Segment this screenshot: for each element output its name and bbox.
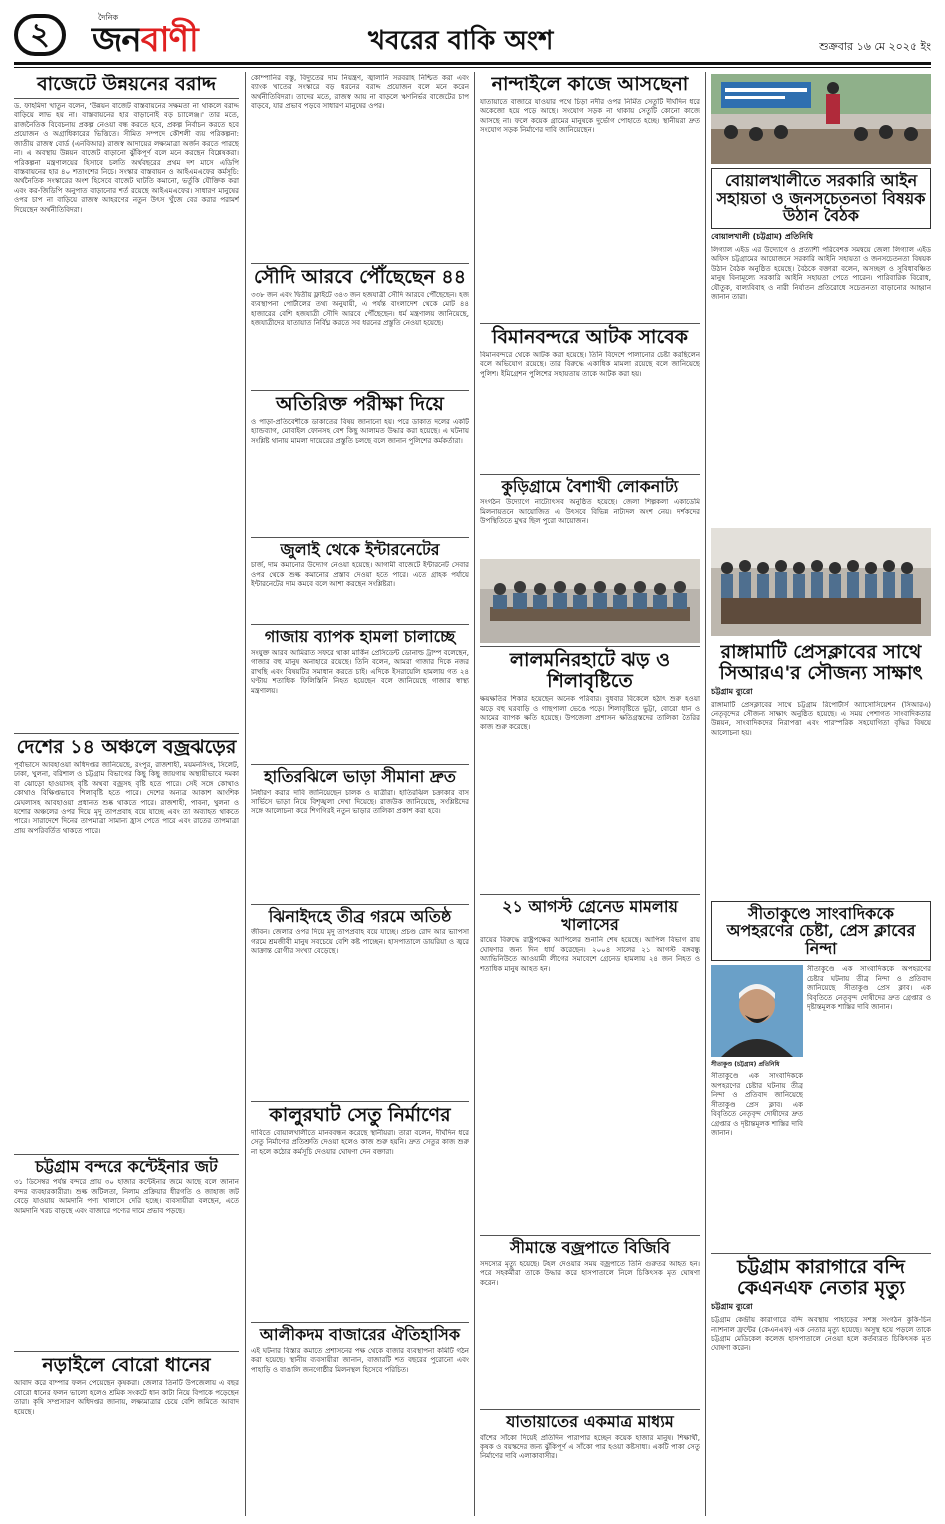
- divider: [251, 263, 469, 264]
- headline[interactable]: গাজায় ব্যাপক হামলা চালাচ্ছে: [264, 627, 456, 647]
- headline[interactable]: জুলাই থেকে ইন্টারনেটের: [280, 539, 440, 559]
- portrait-image: [711, 965, 803, 1057]
- divider: [14, 1154, 239, 1155]
- article-body: আবাদ করে বাম্পার ফলন পেয়েছেন কৃষকরা। জেলার তিনটি উপজেলায় এ বছর বোরো ধানের ফলন ভালো হলেও শ্রমিক সংকটে ধান কাটা নিয়ে বিপাকে পড়েছেন তারা। কৃষি সম্প্রসারণ অধিদপ্তর জানায়, লক্ষ্যমাত্রার চেয়ে বেশি জমিতে আবাদ হয়েছে।: [14, 1379, 239, 1416]
- logo-part-red: বাণী: [140, 20, 198, 60]
- divider: [480, 646, 700, 647]
- headline[interactable]: সীতাকুণ্ডে সাংবাদিককে অপহরণের চেষ্টা, প্রেস ক্লাবের নিন্দা: [726, 903, 916, 958]
- headline[interactable]: সৌদি আরবে পৌঁছেছেন ৪৪: [253, 266, 467, 288]
- headline[interactable]: নান্দাইলে কাজে আসছেনা: [491, 74, 689, 95]
- article-body: রায়ের বিরুদ্ধে রাষ্ট্রপক্ষের আপিলের শুনানি শেষ হয়েছে। আপিল বিভাগ রায় ঘোষণার জন্য দিন ধার্য করেছেন। ২০০৪ সালের ২১ আগস্ট বঙ্গবন্ধু অ্যাভিনিউতে আওয়ামী লীগের সমাবেশে গ্রেনেড হামলায় ২৪ জন নিহত ও শতাধিক মানুষ আহত হন।: [480, 936, 700, 973]
- article-body: কোম্পানির বস্তু, বিদ্যুতের দাম নিয়ন্ত্রণ, জ্বালানি সরবরাহ নিশ্চিত করা এবং ব্যাংক খাতের সংস্কারে বড় ধরনের বরাদ্দ প্রয়োজন বলে মনে করেন অর্থনীতিবিদরা। তাদের মতে, রাজস্ব আয় না বাড়লে ঋণনির্ভর বাজেটের চাপ বাড়বে, যার প্রভাব পড়বে সাধারণ মানুষের ওপর।: [251, 74, 469, 111]
- section-title: খবরের বাকি অংশ: [368, 26, 554, 56]
- headline[interactable]: সীমান্তে বজ্রপাতে বিজিবি: [509, 1238, 670, 1258]
- headline[interactable]: নড়াইলে বোরো ধানের: [42, 1354, 211, 1377]
- headline[interactable]: অতিরিক্ত পরীক্ষা দিয়ে: [276, 392, 444, 415]
- article-body: ড. ফাহমিদা খাতুন বলেন, 'উন্নয়ন বাজেট বাস্তবায়নের সক্ষমতা না থাকলে বরাদ্দ বাড়িয়ে লাভ হয় না। বাস্তবায়নের হার বাড়ানোই বড় চ্যালেঞ্জ।' তার মতে, রাজনৈতিক বিবেচনায় প্রকল্প নেওয়া বন্ধ করতে হবে, প্রকল্প নির্বাচন করতে হবে প্রয়োজন ও অগ্রাধিকারের ভিত্তিতে। সীমিত সম্পদে কৌশলী ব্যয় পরিকল্পনা: জাতীয় রাজস্ব বোর্ড (এনবিআর) রাজস্ব আদায়ের লক্ষ্যমাত্রা অর্জন করতে পারছে না। এ অবস্থায় উন্নয়ন বাজেট বাড়ানো ঝুঁকিপূর্ণ বলে মনে করছেন বিশ্লেষকরা। পরিকল্পনা মন্ত্রণালয়ের হিসাবে চলতি অর্থবছরের প্রথম দশ মাসে এডিপি বাস্তবায়নের হার ৪০ শতাংশের নিচে। সংস্কার বাস্তবায়ন ও আইএমএফের কর্মসূচি: অর্থনৈতিক সংস্কারের অংশ হিসেবে বাজেট ঘাটতি কমানো, ভর্তুকি যৌক্তিক করা এবং কর-জিডিপি অনুপাত বাড়ানোর শর্ত রয়েছে আইএমএফের। সাধারণ মানুষের ওপর চাপ না বাড়িয়ে রাজস্ব আহরণের নতুন উৎস খুঁজে বের করার পরামর্শ দিয়েছেন অর্থনীতিবিদরা।: [14, 101, 239, 214]
- article-body: রাঙ্গামাটি প্রেসক্লাবের সাথে চট্টগ্রাম রিপোর্টার্স অ্যাসোসিয়েশন (সিআরএ) নেতৃবৃন্দের সৌজন্য সাক্ষাৎ অনুষ্ঠিত হয়েছে। এ সময় পেশাগত সাংবাদিকতার উন্নয়ন, সাংবাদিকদের নিরাপত্তা এবং পারস্পরিক সহযোগিতা বৃদ্ধির বিষয়ে আলোচনা হয়।: [711, 700, 931, 737]
- article-body: সংযুক্ত আরব আমিরাত সফরে থাকা মার্কিন প্রেসিডেন্ট ডোনাল্ড ট্রাম্প বলেছেন, গাজার বহু মানুষ অনাহারে রয়েছে। তিনি বলেন, আমরা গাজার দিকে নজর রাখছি এবং বিষয়টির সমাধান করতে চাই। এদিকে ইসরায়েলি হামলায় গত ২৪ ঘণ্টায় শতাধিক ফিলিস্তিনি নিহত হয়েছেন বলে জানিয়েছে গাজার স্বাস্থ্য মন্ত্রণালয়।: [251, 648, 469, 695]
- column-divider: [474, 72, 475, 1516]
- news-photo: [480, 559, 700, 643]
- article-with-portrait: [711, 965, 931, 1250]
- article-body: বাঁশের সাঁকো দিয়েই প্রতিদিন পারাপার হচ্ছেন কয়েক হাজার মানুষ। শিক্ষার্থী, কৃষক ও বয়স্কদের জন্য ঝুঁকিপূর্ণ এ সাঁকো পার হওয়া কষ্টসাধ্য। একটি পাকা সেতু নির্মাণের দাবি এলাকাবাসীর।: [480, 1433, 700, 1461]
- divider: [480, 474, 700, 475]
- divider: [251, 1101, 469, 1102]
- article-body-continued: সীতাকুণ্ডে এক সাংবাদিককে অপহরণের চেষ্টার ঘটনায় তীব্র নিন্দা ও প্রতিবাদ জানিয়েছে সীতাকুণ্ড প্রেস ক্লাব। এক বিবৃতিতে নেতৃবৃন্দ দোষীদের দ্রুত গ্রেপ্তার ও দৃষ্টান্তমূলক শাস্তির দাবি জানান।: [807, 965, 931, 1012]
- header-rule-thin: [14, 67, 931, 68]
- headline[interactable]: যাতায়াতের একমাত্র মাধ্যম: [506, 1411, 674, 1431]
- divider: [480, 1235, 700, 1236]
- headline-box: [711, 901, 931, 962]
- headline-box: [711, 168, 931, 229]
- article-body: পূর্বাভাসে আবহাওয়া অধিদপ্তর জানিয়েছে, রংপুর, রাজশাহী, ময়মনসিংহ, সিলেট, ঢাকা, খুলনা, বরিশাল ও চট্টগ্রাম বিভাগের কিছু কিছু জায়গায় অস্থায়ীভাবে দমকা বা ঝোড়ো হাওয়াসহ বৃষ্টি অথবা বজ্রসহ বৃষ্টি হতে পারে। সেই সঙ্গে কোথাও কোথাও বিক্ষিপ্তভাবে শিলাবৃষ্টি হতে পারে। দেশের অন্যত্র আকাশ আংশিক মেঘলাসহ আবহাওয়া প্রধানত শুষ্ক থাকতে পারে। রাজশাহী, পাবনা, খুলনা ও যশোর অঞ্চলের ওপর দিয়ে মৃদু তাপপ্রবাহ বয়ে যাচ্ছে এবং তা অব্যাহত থাকতে পারে। সারাদেশে দিনের তাপমাত্রা সামান্য হ্রাস পেতে পারে এবং রাতের তাপমাত্রা প্রায় অপরিবর্তিত থাকতে পারে।: [14, 760, 239, 835]
- header-rule: [14, 62, 931, 65]
- headline[interactable]: রাঙ্গামাটি প্রেসক্লাবের সাথে সিআরএ'র সৌজন্য সাক্ষাৎ: [719, 640, 923, 684]
- article-body: চার্জ, দাম কমানোর উদ্যোগ নেওয়া হয়েছে। আগামী বাজেটে ইন্টারনেট সেবার ওপর থেকে শুল্ক কমানোর প্রস্তাব দেওয়া হতে পারে। এতে গ্রাহক পর্যায়ে ইন্টারনেটের দাম কমবে বলে আশা করছেন সংশ্লিষ্টরা।: [251, 561, 469, 589]
- article-body: ক্ষয়ক্ষতির শিকার হয়েছেন অনেক পরিবার। বুধবার বিকেলে হঠাৎ শুরু হওয়া ঝড়ে বহু ঘরবাড়ি ও গাছপালা ভেঙে পড়ে। শিলাবৃষ্টিতে ভুট্টা, বোরো ধান ও আমের ব্যাপক ক্ষতি হয়েছে। উপজেলা প্রশাসন ক্ষতিগ্রস্তদের তালিকা তৈরির কাজ শুরু করেছে।: [480, 695, 700, 732]
- headline[interactable]: আলীকদম বাজারের ঐতিহাসিক: [259, 1325, 461, 1345]
- divider: [480, 323, 700, 324]
- column-divider: [245, 72, 246, 1516]
- meeting-photo-image: [711, 528, 931, 636]
- divider: [251, 537, 469, 538]
- headline[interactable]: ২১ আগস্ট গ্রেনেড মামলায় খালাসের: [502, 897, 678, 934]
- article-body: এই ঘটনার বিস্তার কমাতে প্রশাসনের পক্ষ থেকে বাজার ব্যবস্থাপনা কমিটি গঠন করা হয়েছে। স্থানীয় ব্যবসায়ীরা জানান, বাজারটি শত বছরের পুরোনো এবং পাহাড়ি ও বাঙালি জনগোষ্ঠীর মিলনস্থল হিসেবে পরিচিত।: [251, 1346, 469, 1374]
- portrait-photo: [711, 965, 803, 1057]
- article-body: ও পাড়া-প্রতিবেশীকে ডাকাতের বিষয় জানানো হয়। পরে ডাকাত দলের একটি হ্যান্ডব্যাগ, মোবাইল ফোনসহ বেশ কিছু আলামত উদ্ধার করা হয়েছে। এ ঘটনায় সংশ্লিষ্ট থানায় মামলা দায়েরের প্রস্তুতি চলছে বলে জানান পুলিশের কর্মকর্তারা।: [251, 417, 469, 445]
- column-4: [711, 74, 931, 1518]
- page-number: ২: [14, 14, 66, 56]
- headline[interactable]: দেশের ১৪ অঞ্চলে বজ্রঝড়ের: [16, 735, 237, 758]
- column-divider: [705, 72, 706, 1516]
- byline: বোয়ালখালী (চট্টগ্রাম) প্রতিনিধি: [711, 231, 813, 241]
- news-photo: [711, 74, 931, 164]
- headline[interactable]: কুড়িগ্রামে বৈশাখী লোকনাট্য: [501, 476, 679, 496]
- divider: [251, 624, 469, 625]
- portrait-block: [711, 965, 803, 1250]
- news-photo: [711, 528, 931, 636]
- article-body: ৩৩৮ জন এবং দ্বিতীয় ফ্লাইটে ৩৪৩ জন হজযাত্রী সৌদি আরবে পৌঁছেছেন। হজ ব্যবস্থাপনা পোর্টালের তথ্য অনুযায়ী, এ পর্যন্ত বাংলাদেশ থেকে মোট ৪৪ হাজারের বেশি হজযাত্রী সৌদি আরবে পৌঁছেছেন। ধর্ম মন্ত্রণালয় জানিয়েছে, হজযাত্রীদের যাতায়াত নির্বিঘ্ন করতে সব ধরনের প্রস্তুতি নেওয়া হয়েছে।: [251, 290, 469, 328]
- divider: [251, 1322, 469, 1323]
- divider: [711, 1253, 931, 1254]
- article-body: ৩১ ডিসেম্বর পর্যন্ত বন্দরে প্রায় ৩০ হাজার কন্টেইনার জমে আছে বলে জানান বন্দর ব্যবহারকারীরা। শুল্ক জটিলতা, নিলাম প্রক্রিয়ার ধীরগতি ও জাহাজ জট বেড়ে যাওয়ায় আমদানি পণ্য খালাসে দেরি হচ্ছে। ব্যবসায়ীরা বলছেন, এতে আমদানি খরচ বাড়ছে এবং বাজারে পণ্যের দামে প্রভাব পড়ছে।: [14, 1178, 239, 1215]
- article-body: বিমানবন্দরে থেকে আটক করা হয়েছে। তিনি বিদেশে পালানোর চেষ্টা করছিলেন বলে অভিযোগ রয়েছে। তার বিরুদ্ধে একাধিক মামলা রয়েছে বলে জানিয়েছে পুলিশ। ইমিগ্রেশন পুলিশের সহায়তায় তাকে আটক করা হয়।: [480, 350, 700, 378]
- headline[interactable]: কালুরঘাট সেতু নির্মাণের: [269, 1104, 451, 1127]
- logo-part-black: জন: [92, 20, 141, 60]
- photo-caption: সীতাকুণ্ড (চট্টগ্রাম) প্রতিনিধি: [711, 1061, 780, 1069]
- article-body: সংগঠন উদ্যোগে নাট্যোৎসব অনুষ্ঠিত হয়েছে। জেলা শিল্পকলা একাডেমি মিলনায়তনে আয়োজিত এ উৎসবে বিভিন্ন নাট্যদল অংশ নেয়। দর্শকদের উপস্থিতিতে মুখর ছিল পুরো আয়োজন।: [480, 498, 700, 526]
- divider: [251, 904, 469, 905]
- article-body: সদস্যের মৃত্যু হয়েছে। টহল দেওয়ার সময় বজ্রপাতে তিনি গুরুতর আহত হন। পরে সহকর্মীরা তাকে উদ্ধার করে হাসপাতালে নিলে চিকিৎসক মৃত ঘোষণা করেন।: [480, 1259, 700, 1287]
- divider: [480, 894, 700, 895]
- divider: [14, 733, 239, 734]
- article-body: নির্ধারণ করার দাবি জানিয়েছেন চালক ও যাত্রীরা। হাতিরঝিল চক্রাকার বাস সার্ভিসে ভাড়া নিয়ে বিশৃঙ্খলা দেখা দিয়েছে। রাজউক জানিয়েছে, সংশ্লিষ্টদের সঙ্গে আলোচনা করে শিগগিরই নতুন ভাড়ার তালিকা প্রকাশ করা হবে।: [251, 788, 469, 816]
- divider: [14, 98, 239, 99]
- masthead-small-label: দৈনিক: [98, 13, 119, 22]
- article-body: যাতায়াতে বাজারে যাওয়ার পথে চিড়া নদীর ওপর নির্মিত সেতুটি দীর্ঘদিন ধরে অকেজো হয়ে পড়ে আছে। সংযোগ সড়ক না থাকায় সেতুটি কোনো কাজে আসছে না। ফলে কয়েক গ্রামের মানুষকে দুর্ভোগ পোহাতে হচ্ছে। স্থানীয়রা দ্রুত সংযোগ সড়ক নির্মাণের দাবি জানিয়েছেন।: [480, 97, 700, 135]
- masthead-header: [0, 0, 945, 62]
- article-body: লিগ্যাল এইড এর উদ্যোগে ও প্রত্যাশী পরিবেশক সমন্বয়ে জেলা লিগ্যাল এইড অফিস চট্টগ্রামের আয়োজনে সরকারি আইনি সহায়তা ও জনসচেতনতা বিষয়ক উঠান বৈঠক অনুষ্ঠিত হয়েছে। বৈঠকে বক্তারা বলেন, অসচ্ছল ও সুবিধাবঞ্চিত মানুষ বিনামূল্যে সরকারি আইনি সহায়তা পেতে পারেন। পারিবারিক বিরোধ, যৌতুক, বাল্যবিবাহ ও নারী নির্যাতন প্রতিরোধে সচেতনতা বাড়ানোর আহ্বান জানান তারা।: [711, 245, 931, 301]
- headline[interactable]: হাতিরঝিলে ভাড়া সীমানা দ্রুত: [264, 766, 456, 786]
- article-body: জীবন। জেলার ওপর দিয়ে মৃদু তাপপ্রবাহ বয়ে যাচ্ছে। প্রচণ্ড রোদ আর ভ্যাপসা গরমে শ্রমজীবী মানুষ সবচেয়ে বেশি কষ্ট পাচ্ছেন। হাসপাতালে ডায়রিয়া ও জ্বরে আক্রান্ত রোগীর সংখ্যা বেড়েছে।: [251, 928, 469, 956]
- event-photo-image: [711, 74, 931, 164]
- article-body: সীতাকুণ্ডে এক সাংবাদিককে অপহরণের চেষ্টার ঘটনায় তীব্র নিন্দা ও প্রতিবাদ জানিয়েছে সীতাকুণ্ড প্রেস ক্লাব। এক বিবৃতিতে নেতৃবৃন্দ দোষীদের দ্রুত গ্রেপ্তার ও দৃষ্টান্তমূলক শাস্তির দাবি জানান।: [711, 1072, 803, 1137]
- headline[interactable]: লালমনিরহাটে ঝড় ও শিলাবৃষ্টিতে: [509, 649, 671, 693]
- column-1: [14, 74, 239, 1518]
- divider: [14, 1351, 239, 1352]
- headline[interactable]: চট্টগ্রাম বন্দরে কন্টেইনার জট: [35, 1156, 218, 1176]
- byline: চট্টগ্রাম ব্যুরো: [711, 1302, 753, 1312]
- headline[interactable]: চট্টগ্রাম কারাগারে বন্দি কেএনএফ নেতার মৃত্যু: [737, 1256, 905, 1300]
- headline[interactable]: বাজেটে উন্নয়নের বরাদ্দ: [37, 74, 216, 95]
- divider: [480, 1409, 700, 1410]
- article-body: দাবিতে বোয়ালখালীতে মানববন্ধন করেছে স্থানীয়রা। তারা বলেন, দীর্ঘদিন ধরে সেতু নির্মাণের প্রতিশ্রুতি দেওয়া হলেও কাজ শুরু হয়নি। দ্রুত সেতুর কাজ শুরু না হলে কঠোর কর্মসূচি দেওয়ার ঘোষণা দেন বক্তারা।: [251, 1129, 469, 1156]
- column-2: [251, 74, 469, 1518]
- divider: [251, 764, 469, 765]
- headline[interactable]: বিমানবন্দরে আটক সাবেক: [492, 325, 688, 348]
- headline[interactable]: বোয়ালখালীতে সরকারি আইন সহায়তা ও জনসচেতনতা বিষয়ক উঠান বৈঠক: [716, 171, 926, 226]
- dateline: শুক্রবার ১৬ মে ২০২৫ ইং: [819, 40, 931, 53]
- column-3: [480, 74, 700, 1518]
- article-body: চট্টগ্রাম কেন্দ্রীয় কারাগারে বন্দি অবস্থায় পাহাড়ের সশস্ত্র সংগঠন কুকি-চিন ন্যাশনাল ফ্রন্টের (কেএনএফ) এক নেতার মৃত্যু হয়েছে। অসুস্থ হয়ে পড়লে তাকে চট্টগ্রাম মেডিকেল কলেজ হাসপাতালে নেওয়া হলে কর্তব্যরত চিকিৎসক মৃত ঘোষণা করেন।: [711, 1316, 931, 1353]
- divider: [251, 390, 469, 391]
- group-photo-image: [480, 559, 700, 643]
- byline: চট্টগ্রাম ব্যুরো: [711, 686, 753, 696]
- headline[interactable]: ঝিনাইদহে তীব্র গরমে অতিষ্ঠ: [268, 906, 452, 926]
